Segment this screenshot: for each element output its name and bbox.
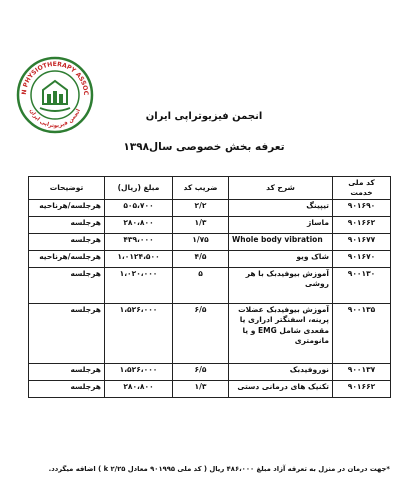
table-row: [29, 217, 391, 234]
column-header-code: کد ملی خدمت: [333, 177, 391, 200]
cell-coefficient: ۲/۲: [173, 200, 229, 217]
cell-coefficient: ۱/۳: [173, 381, 229, 398]
cell-notes: هرجلسه: [29, 217, 105, 234]
table-row: [29, 268, 391, 304]
page-title: انجمن فیزیوتراپی ایران: [145, 111, 263, 122]
table-row: [29, 364, 391, 381]
cell-notes: هرجلسه/هرناحیه: [29, 251, 105, 268]
table-row: [29, 200, 391, 217]
cell-description: آموزش بیوفیدبک با هر روشی: [229, 268, 333, 304]
table-row: [29, 381, 391, 398]
footnote: *جهت درمان در منزل به تعرفه آزاد مبلغ ۴۸۶،۰۰۰ ریال ( کد ملی ۹۰۱۹۹۵ معادل k ۲/۲۵ ) اضافه میگردد.: [48, 465, 390, 473]
cell-code: ۹۰۰۱۳۰: [333, 268, 391, 304]
cell-coefficient: ۴/۵: [173, 251, 229, 268]
association-logo: [16, 56, 94, 134]
cell-code: ۹۰۱۶۷۷: [333, 234, 391, 251]
cell-coefficient: ۱/۳: [173, 217, 229, 234]
table-row: [29, 304, 391, 364]
logo-ring-text-bottom: انجمن فیزیوتراپی ایران: [28, 108, 82, 130]
association-seal-icon: [16, 56, 94, 134]
cell-price: ۱،۵۲۶،۰۰۰: [105, 364, 173, 381]
cell-description: تکنیک های درمانی دستی: [229, 381, 333, 398]
cell-notes: هرجلسه: [29, 268, 105, 304]
cell-code: ۹۰۱۶۹۰: [333, 200, 391, 217]
cell-price: ۲۸۰،۸۰۰: [105, 381, 173, 398]
cell-price: ۲۸۰،۸۰۰: [105, 217, 173, 234]
column-header-price: مبلغ (ریال): [105, 177, 173, 200]
table-row: [29, 251, 391, 268]
cell-price: ۴۳۹،۰۰۰: [105, 234, 173, 251]
cell-notes: هرجلسه/هرناحیه: [29, 200, 105, 217]
page-subtitle: تعرفه بخش خصوصی سال۱۳۹۸: [123, 141, 285, 153]
cell-description: Whole body vibration: [229, 234, 333, 251]
cell-price: ۱،۵۲۶،۰۰۰: [105, 304, 173, 364]
cell-code: ۹۰۰۱۳۵: [333, 304, 391, 364]
cell-description: تیپینگ: [229, 200, 333, 217]
cell-price: ۱،۰۲۰،۰۰۰: [105, 268, 173, 304]
cell-description: آموزش بیوفیدبک عضلات پرینه، اسفنگتر ادراری یا مقعدی شامل EMG و یا مانومتری: [229, 304, 333, 364]
column-header-notes: توضیحات: [29, 177, 105, 200]
cell-notes: هرجلسه: [29, 234, 105, 251]
cell-coefficient: ۵: [173, 268, 229, 304]
cell-description: شاک ویو: [229, 251, 333, 268]
cell-code: ۹۰۰۱۳۷: [333, 364, 391, 381]
column-header-coefficient: ضریب کد: [173, 177, 229, 200]
cell-coefficient: ۱/۷۵: [173, 234, 229, 251]
logo-ring-text-top: N PHYSIOTHERAPY ASSOC: [20, 60, 90, 96]
cell-description: ماساژ: [229, 217, 333, 234]
column-header-description: شرح کد: [229, 177, 333, 200]
cell-coefficient: ۶/۵: [173, 304, 229, 364]
cell-notes: هرجلسه: [29, 381, 105, 398]
tariff-table: [28, 176, 391, 398]
cell-notes: هرجلسه: [29, 364, 105, 381]
cell-notes: هرجلسه: [29, 304, 105, 364]
cell-price: ۱،۰۱۲۴،۵۰۰: [105, 251, 173, 268]
table-row: [29, 234, 391, 251]
cell-code: ۹۰۱۶۷۰: [333, 251, 391, 268]
cell-code: ۹۰۱۶۶۲: [333, 381, 391, 398]
cell-coefficient: ۶/۵: [173, 364, 229, 381]
cell-code: ۹۰۱۶۶۲: [333, 217, 391, 234]
table-header-row: [29, 177, 391, 200]
cell-description: نوروفیدبک: [229, 364, 333, 381]
cell-price: ۵۰۵،۷۰۰: [105, 200, 173, 217]
